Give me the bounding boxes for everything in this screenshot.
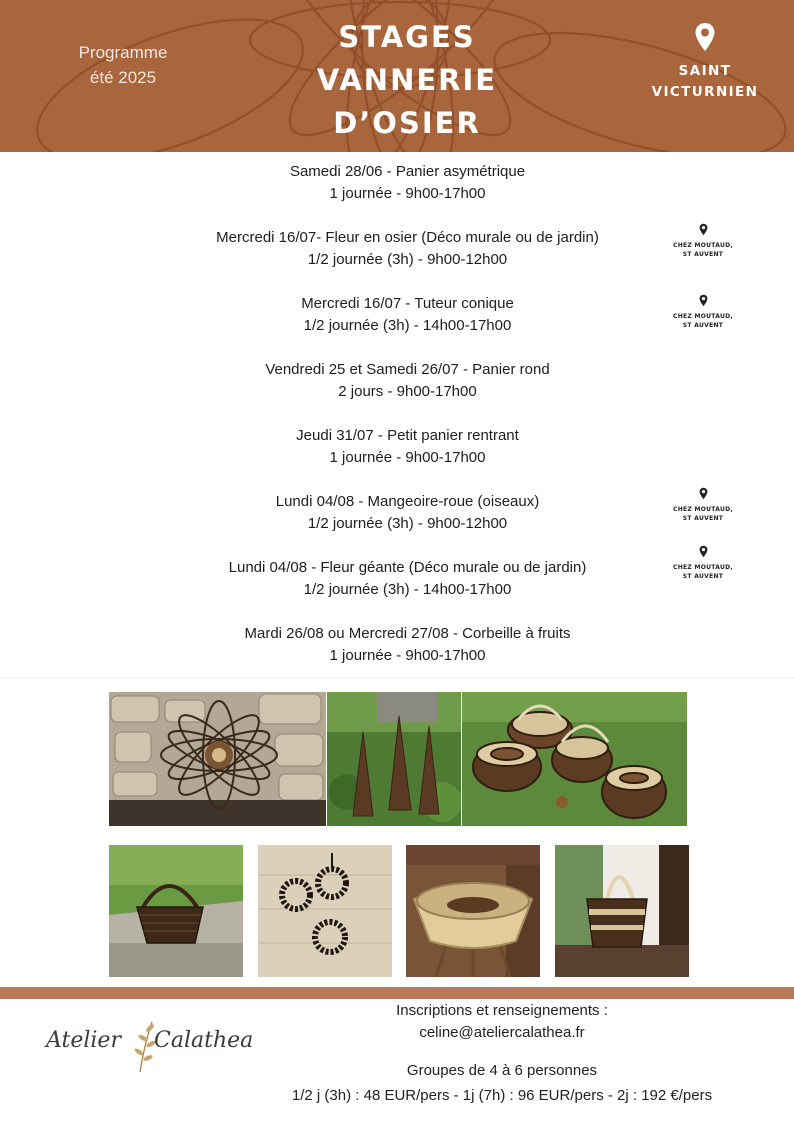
event-title: Lundi 04/08 - Mangeoire-roue (oiseaux) — [275, 493, 540, 510]
location-block — [640, 22, 770, 103]
logo-word-calathea: Calathea — [154, 1028, 254, 1053]
header-banner — [0, 0, 794, 152]
event-item — [120, 623, 695, 667]
event-location — [658, 294, 748, 330]
event-detail: 1 journée - 9h00-17h00 — [329, 185, 486, 202]
event-detail: 1/2 journée (3h) - 14h00-17h00 — [303, 581, 512, 598]
logo-word-atelier: Atelier — [46, 1028, 121, 1053]
footer-band — [0, 987, 794, 999]
event-item — [120, 227, 695, 271]
map-pin-icon — [699, 223, 708, 236]
title-line-2: VANNERIE — [316, 63, 498, 97]
location-line-1: CHEZ MOUTAUD, — [672, 242, 734, 249]
map-pin-icon — [699, 545, 708, 558]
contact-heading: Inscriptions et renseignements : — [396, 1002, 608, 1019]
location-line-1: CHEZ MOUTAUD, — [672, 506, 734, 513]
event-location — [658, 545, 748, 581]
photo-bird-feeders — [258, 845, 392, 977]
event-title: Samedi 28/06 - Panier asymétrique — [289, 163, 526, 180]
location-line-2: ST AUVENT — [682, 322, 724, 329]
location-line-1: CHEZ MOUTAUD, — [672, 313, 734, 320]
photo-small-basket — [109, 845, 243, 977]
event-item — [120, 425, 695, 469]
location-name — [640, 61, 770, 103]
event-item — [120, 557, 695, 601]
event-title: Mercredi 16/07- Fleur en osier (Déco murale ou de jardin) — [216, 229, 599, 246]
group-size: Groupes de 4 à 6 personnes — [406, 1062, 598, 1079]
atelier-calathea-logo — [44, 1014, 274, 1074]
location-line-1: SAINT — [678, 63, 732, 79]
event-detail: 1/2 journée (3h) - 9h00-12h00 — [307, 515, 508, 532]
program-line: Programme — [78, 43, 168, 62]
pricing: 1/2 j (3h) : 48 EUR/pers - 1j (7h) : 96 EUR/pers - 2j : 192 €/pers — [291, 1087, 713, 1104]
location-line-1: CHEZ MOUTAUD, — [672, 564, 734, 571]
program-year: été 2025 — [89, 68, 157, 87]
photo-wicker-flower — [109, 692, 326, 826]
event-item — [120, 359, 695, 403]
event-item — [120, 293, 695, 337]
map-pin-icon — [699, 487, 708, 500]
event-detail: 1/2 journée (3h) - 9h00-12h00 — [307, 251, 508, 268]
event-item — [120, 491, 695, 535]
schedule-list — [0, 152, 794, 677]
map-pin-icon — [694, 22, 716, 52]
location-line-2: VICTURNIEN — [651, 84, 759, 100]
location-line-2: ST AUVENT — [682, 251, 724, 258]
event-title: Vendredi 25 et Samedi 26/07 - Panier rond — [265, 361, 550, 378]
location-line-2: ST AUVENT — [682, 515, 724, 522]
photo-window-basket — [555, 845, 689, 977]
event-title: Mercredi 16/07 - Tuteur conique — [301, 295, 514, 312]
title-line-3: D’OSIER — [333, 106, 481, 140]
photo-conical-supports — [327, 692, 461, 826]
page-title — [300, 16, 514, 145]
event-location — [658, 223, 748, 259]
photo-round-baskets — [462, 692, 687, 826]
map-pin-icon — [699, 294, 708, 307]
title-line-1: STAGES — [338, 20, 476, 54]
event-title: Jeudi 31/07 - Petit panier rentrant — [296, 427, 519, 444]
event-detail: 1 journée - 9h00-17h00 — [329, 449, 486, 466]
event-title: Mardi 26/08 ou Mercredi 27/08 - Corbeille à fruits — [244, 625, 571, 642]
event-item — [120, 161, 695, 205]
event-title: Lundi 04/08 - Fleur géante (Déco murale ou de jardin) — [228, 559, 587, 576]
divider — [0, 677, 794, 678]
program-label — [58, 40, 188, 90]
event-detail: 2 jours - 9h00-17h00 — [338, 383, 477, 400]
contact-email[interactable]: celine@ateliercalathea.fr — [419, 1024, 585, 1041]
location-line-2: ST AUVENT — [682, 573, 724, 580]
event-detail: 1 journée - 9h00-17h00 — [329, 647, 486, 664]
event-detail: 1/2 journée (3h) - 14h00-17h00 — [303, 317, 512, 334]
photo-fruit-basket — [406, 845, 540, 977]
event-location — [658, 487, 748, 523]
